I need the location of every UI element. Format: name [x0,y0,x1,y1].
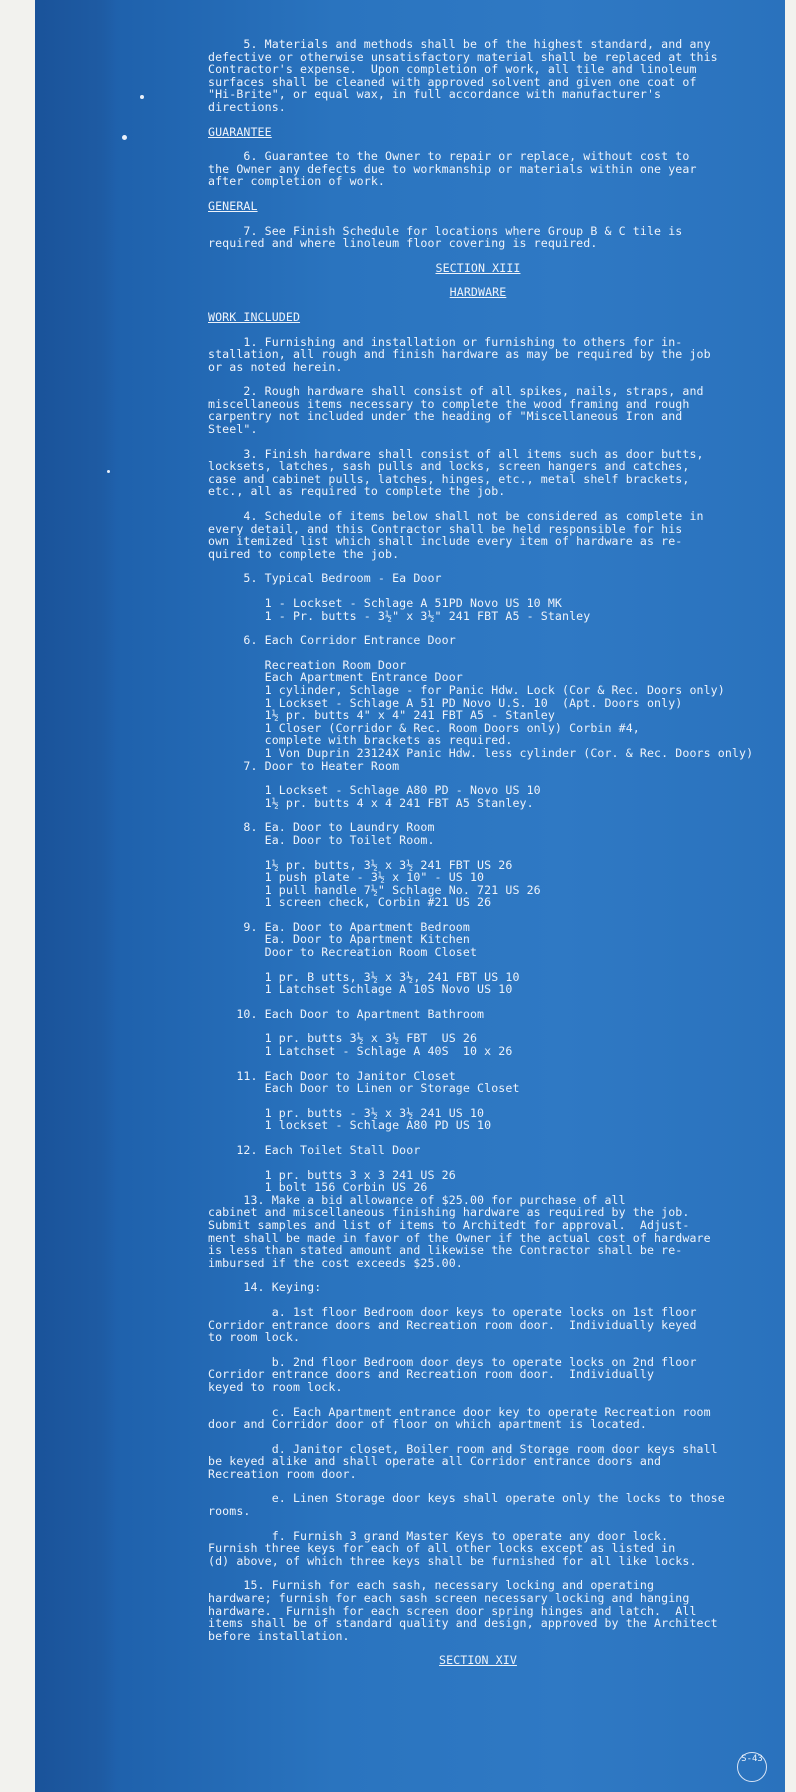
text-line: 1 bolt 156 Corbin US 26 [208,1180,428,1195]
text-line: 1 Latchset - Schlage A 40S 10 x 26 [208,1044,513,1059]
text-line: 1 push plate - 3½ x 10" - US 10 [208,870,485,885]
text-line: door and Corridor door of floor on which apartment is located. [208,1417,647,1432]
text-line: keyed to room lock. [208,1379,343,1394]
text-line: quired to complete the job. [208,546,400,561]
paragraph-gap [208,647,785,659]
text-line: 1. Furnishing and installation or furnishing to others for in- [208,334,683,349]
text-line: 1 cylinder, Schlage - for Panic Hdw. Lock (Cor & Rec. Doors only) [208,682,725,697]
text-line: 5. Materials and methods shall be of the highest standard, and any [208,37,711,51]
paragraph-gap [208,847,785,859]
text-line: Ea. Door to Toilet Room. [208,832,435,847]
paragraph-gap [208,188,785,200]
text-line: 12. Each Toilet Stall Door [208,1143,421,1157]
text-line: 6. Each Corridor Entrance Door [208,633,456,648]
text-line: locksets, latches, sash pulls and locks, screen hangers and catches, [208,459,690,474]
text-line: e. Linen Storage door keys shall operate only the locks to those [208,1491,725,1506]
text-line: 13. Make a bid allowance of $25.00 for purchase of all [208,1192,626,1207]
text-line: 1½ pr. butts 4" x 4" 241 FBT A5 - Stanley [208,708,555,723]
section-title: SECTION XIII [435,260,521,275]
text-line: cabinet and miscellaneous finishing hardware as required by the job. [208,1205,690,1220]
section-heading: GUARANTEE [208,124,272,139]
text-line: a. 1st floor Bedroom door keys to operate locks on 1st floor [208,1304,697,1319]
text-line: 1½ pr. butts, 3½ x 3½ 241 FBT US 26 [208,857,513,872]
text-line: 1 pr. butts 3 x 3 241 US 26 [208,1167,456,1182]
text-line: b. 2nd floor Bedroom door deys to operate locks on 2nd floor [208,1354,697,1369]
paragraph-gap [208,324,785,336]
text-line: defective or otherwise unsatisfactory material shall be replaced at this [208,49,718,64]
text-line: 1 lockset - Schlage A80 PD US 10 [208,1118,492,1133]
text-line: 1 - Pr. butts - 3½" x 3½" 241 FBT A5 - Stanley [208,608,591,623]
section-title: HARDWARE [449,285,507,300]
text-line: d. Janitor closet, Boiler room and Storage room door keys shall [208,1441,718,1456]
text-line: carpentry not included under the heading of "Miscellaneous Iron and [208,409,683,424]
text-line: required and where linoleum floor covering is required. [208,236,598,251]
text-line: 6. Guarantee to the Owner to repair or replace, without cost to [208,149,690,164]
text-line: f. Furnish 3 grand Master Keys to operate any door lock. [208,1528,669,1543]
text-line: after completion of work. [208,174,386,189]
text-line: rooms. [208,1504,251,1519]
paragraph-gap [208,213,785,225]
paragraph-gap [208,114,785,126]
paragraph-gap [208,1058,785,1070]
text-line: 2. Rough hardware shall consist of all spikes, nails, straps, and [208,384,704,399]
text-line: Recreation room door. [208,1466,357,1481]
text-line: (d) above, of which three keys shall be furnished for all like locks. [208,1553,697,1568]
text-line: 1 pr. B utts, 3½ x 3½, 241 FBT US 10 [208,969,520,984]
text-line: 1 Lockset - Schlage A 51 PD Novo U.S. 10 (Apt. Doors only) [208,695,683,710]
text-line: hardware; furnish for each sash screen necessary locking and hanging [208,1591,690,1606]
text-line: 11. Each Door to Janitor Closet [208,1068,456,1083]
text-line: miscellaneous items necessary to complete the wood framing and rough [208,396,690,411]
text-line: complete with brackets as required. [208,733,513,748]
specification-text [208,38,785,1667]
text-line: the Owner any defects due to workmanship or materials within one year [208,161,697,176]
text-line: Each Door to Linen or Storage Closet [208,1081,520,1096]
section-heading: WORK INCLUDED [208,309,301,324]
text-line: own itemized list which shall include every item of hardware as re- [208,534,683,549]
text-line: 1 screen check, Corbin #21 US 26 [208,895,492,910]
text-line: Ea. Door to Apartment Kitchen [208,932,470,947]
text-line: Steel". [208,422,258,437]
text-line: Furnish three keys for each of all other locks except as listed in [208,1541,676,1556]
sheet-left-edge [35,0,117,1792]
text-line: c. Each Apartment entrance door key to operate Recreation room [208,1404,711,1419]
text-line: 4. Schedule of items below shall not be considered as complete in [208,509,704,524]
text-line: 1 Von Duprin 23124X Panic Hdw. less cylinder (Cor. & Rec. Doors only) [208,745,754,760]
text-line: 7. Door to Heater Room [208,758,400,773]
paragraph-gap [208,1518,785,1530]
text-line: 5. Typical Bedroom - Ea Door [208,571,442,586]
paragraph-gap [208,959,785,971]
blueprint-sheet [35,0,785,1792]
text-line: 10. Each Door to Apartment Bathroom [208,1006,485,1021]
text-line: before installation. [208,1628,350,1643]
text-line: to room lock. [208,1330,301,1345]
paragraph-gap [208,1431,785,1443]
text-line: be keyed alike and shall operate all Corridor entrance doors and [208,1454,662,1469]
text-line: 9. Ea. Door to Apartment Bedroom [208,919,470,934]
section-title: SECTION XIV [439,1653,517,1668]
paper-speck [140,95,144,99]
text-line: or as noted herein. [208,359,343,374]
paragraph-gap [208,436,785,448]
paragraph-gap [208,1157,785,1169]
text-line: 15. Furnish for each sash, necessary locking and operating [208,1578,655,1593]
text-line: every detail, and this Contractor shall be held responsible for his [208,521,683,536]
text-line: Each Apartment Entrance Door [208,670,463,685]
text-line: surfaces shall be cleaned with approved solvent and given one coat of [208,74,697,89]
text-line: 1 Closer (Corridor & Rec. Room Doors only) Corbin #4, [208,720,640,735]
paragraph-gap [208,1394,785,1406]
text-line: 1 pr. butts 3½ x 3½ FBT US 26 [208,1031,478,1046]
text-line: 1 pr. butts - 3½ x 3½ 241 US 10 [208,1105,485,1120]
text-line: Contractor's expense. Upon completion of work, all tile and linoleum [208,62,697,77]
text-line: ment shall be made in favor of the Owner if the actual cost of hardware [208,1230,711,1245]
paragraph-gap [208,1344,785,1356]
paragraph-gap [208,250,785,262]
text-line: directions. [208,99,286,114]
text-line: 1 - Lockset - Schlage A 51PD Novo US 10 MK [208,596,563,610]
paper-speck [107,470,110,473]
text-line: items shall be of standard quality and design, approved by the Architect [208,1616,718,1631]
text-line: 3. Finish hardware shall consist of all items such as door butts, [208,446,704,461]
text-line: 7. See Finish Schedule for locations where Group B & C tile is [208,223,683,238]
text-line: 1 Lockset - Schlage A80 PD - Novo US 10 [208,783,541,798]
section-heading: GENERAL [208,198,258,213]
text-line: 1 pull handle 7½" Schlage No. 721 US 26 [208,882,541,897]
text-line: etc., all as required to complete the job. [208,484,506,499]
text-line: hardware. Furnish for each screen door spring hinges and latch. All [208,1603,697,1618]
sheet-number-stamp: S-43 [737,1752,767,1782]
text-line: Submit samples and list of items to Architedt for approval. Adjust- [208,1217,690,1232]
text-line: case and cabinet pulls, latches, hinges, etc., metal shelf brackets, [208,471,690,486]
text-line: Recreation Room Door [208,657,407,672]
paragraph-gap [208,1095,785,1107]
text-line: stallation, all rough and finish hardware as may be required by the job [208,347,711,362]
text-line: 1½ pr. butts 4 x 4 241 FBT A5 Stanley. [208,795,534,810]
text-line: 1 Latchset Schlage A 10S Novo US 10 [208,982,513,997]
text-line: Corridor entrance doors and Recreation room door. Individually keyed [208,1317,697,1332]
text-line: 14. Keying: [208,1280,322,1295]
text-line: "Hi-Brite", or equal wax, in full accordance with manufacturer's [208,87,662,102]
text-line: imbursed if the cost exceeds $25.00. [208,1255,463,1270]
text-line: is less than stated amount and likewise the Contractor shall be re- [208,1243,683,1258]
text-line: Corridor entrance doors and Recreation room door. Individually [208,1367,655,1382]
text-line: Door to Recreation Room Closet [208,945,478,960]
paper-speck [122,135,127,140]
text-line: 8. Ea. Door to Laundry Room [208,820,435,835]
